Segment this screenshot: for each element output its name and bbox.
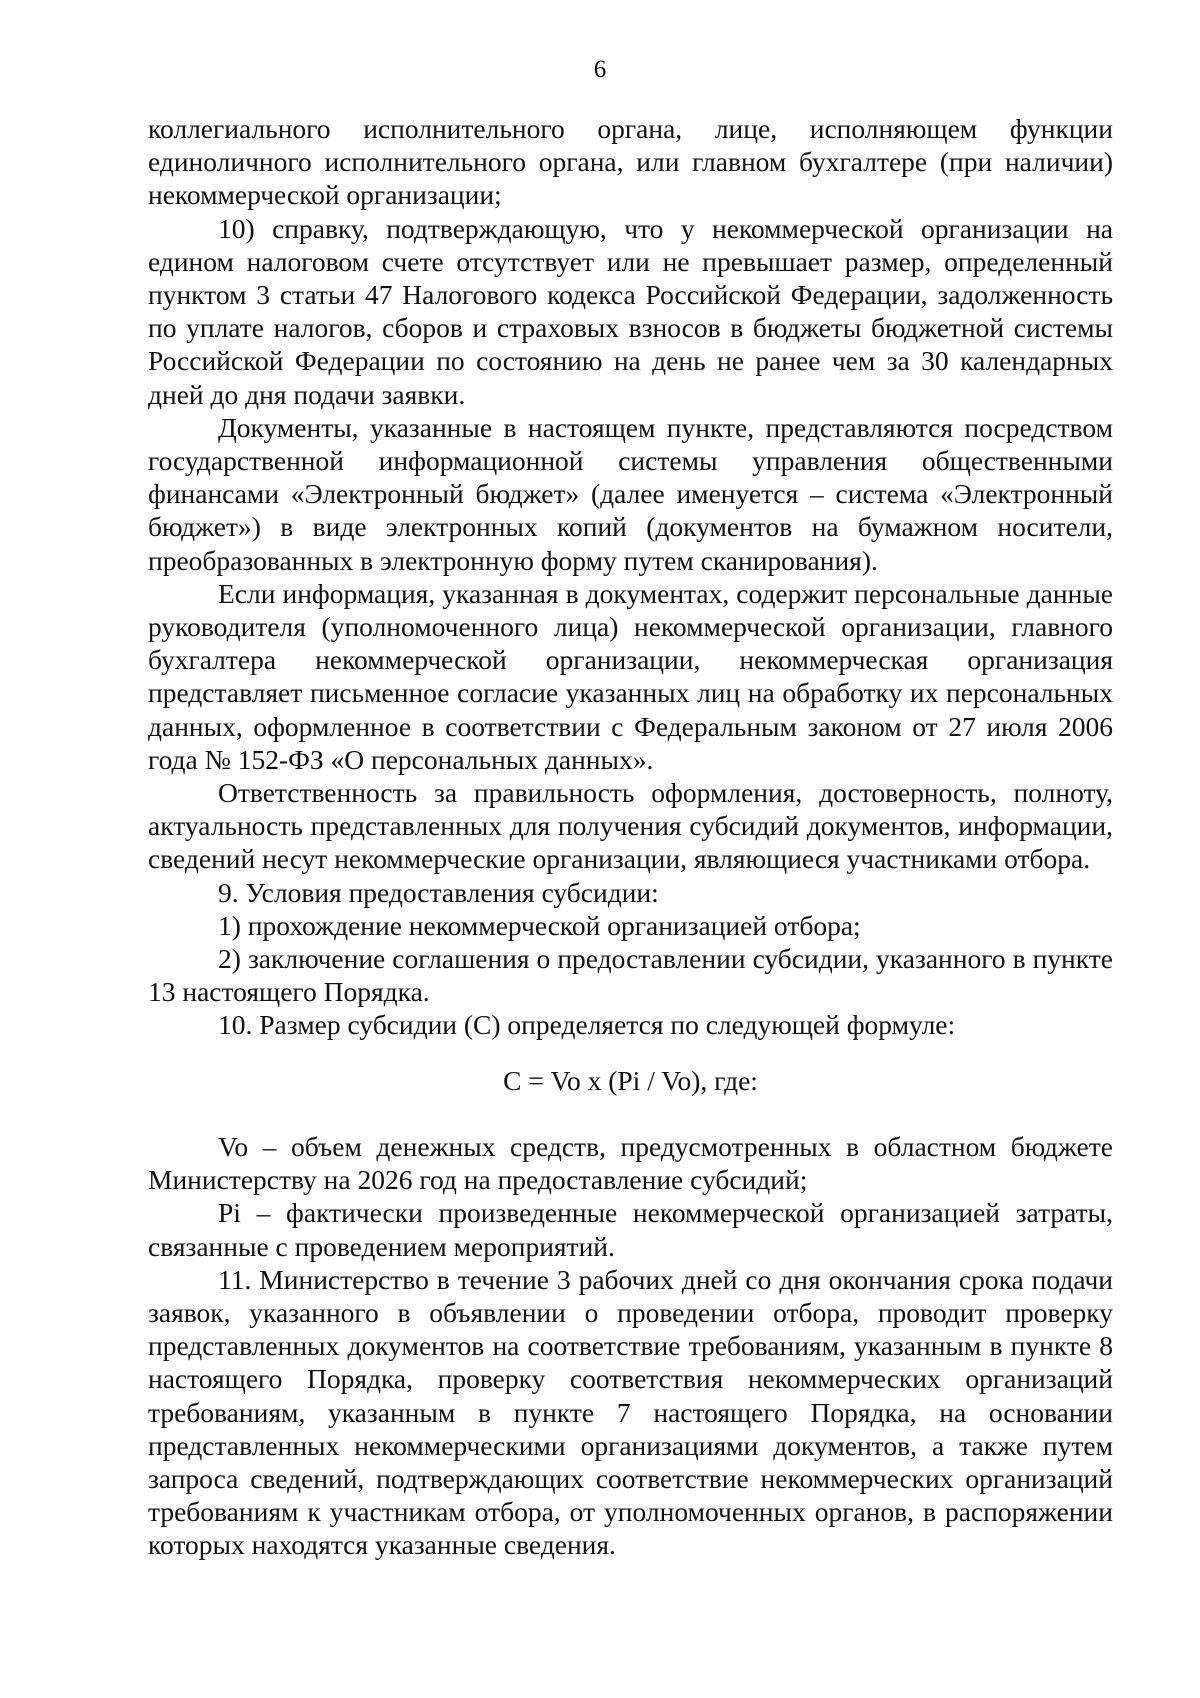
paragraph-pi-definition: Pi – фактически произведенные некоммерческой организацией затраты, связанные с проведением мероприятий. bbox=[148, 1197, 1113, 1262]
paragraph-condition-1: 1) прохождение некоммерческой организацией отбора; bbox=[218, 909, 861, 941]
paragraph-documents-submission: Документы, указанные в настоящем пункте, представляются посредством государственной информационной системы управления общественными финансами «Электронный бюджет» (далее именуется – система «Электронный бюджет») в виде электронных копий (документов на бумажном носители, преобразованных в электронную форму путем сканирования). bbox=[148, 411, 1113, 576]
paragraph-condition-2: 2) заключение соглашения о предоставлении субсидии, указанного в пункте 13 настоящего Порядка. bbox=[148, 943, 1113, 1008]
paragraph-section-10: 10. Размер субсидии (С) определяется по следующей формуле: bbox=[218, 1009, 956, 1041]
paragraph-continuation: коллегиального исполнительного органа, лице, исполняющем функции единоличного исполнительного органа, или главном бухгалтере (при наличии) некоммерческой организации; bbox=[148, 113, 1113, 211]
paragraph-section-11: 11. Министерство в течение 3 рабочих дней со дня окончания срока подачи заявок, указанного в объявлении о проведении отбора, проводит проверку представленных документов на соответствие требованиям, указанным в пункте 8 настоящего Порядка, проверку соответствия некоммерческих организаций требованиям, указанным в пункте 7 настоящего Порядка, на основании представленных некоммерческими организациями документов, а также путем запроса сведений, подтверждающих соответствие некоммерческих организаций требованиям к участникам отбора, от уполномоченных органов, в распоряжении которых находятся указанные сведения. bbox=[148, 1263, 1113, 1561]
paragraph-section-9: 9. Условия предоставления субсидии: bbox=[218, 876, 659, 908]
paragraph-item-10: 10) справку, подтверждающую, что у некоммерческой организации на едином налоговом счете отсутствует или не превышает размер, определенный пунктом 3 статьи 47 Налогового кодекса Российской Федерации, задолженность по уплате налогов, сборов и страховых взносов в бюджеты бюджетной системы Российской Федерации по состоянию на день не ранее чем за 30 календарных дней до дня подачи заявки. bbox=[148, 212, 1113, 410]
subsidy-formula: С = Vo x (Pi / Vo), где: bbox=[503, 1064, 758, 1096]
page-number: 6 bbox=[593, 56, 607, 83]
paragraph-personal-data: Если информация, указанная в документах, содержит персональные данные руководителя (уполномоченного лица) некоммерческой организации, главного бухгалтера некоммерческой организации, некоммерческая организация представляет письменное согласие указанных лиц на обработку их персональных данных, оформленное в соответствии с Федеральным законом от 27 июля 2006 года № 152-ФЗ «О персональных данных». bbox=[148, 577, 1113, 775]
document-body bbox=[148, 112, 1113, 1562]
paragraph-vo-definition: Vo – объем денежных средств, предусмотренных в областном бюджете Министерству на 2026 год на предоставление субсидий; bbox=[148, 1130, 1113, 1196]
paragraph-responsibility: Ответственность за правильность оформления, достоверность, полноту, актуальность представленных для получения субсидий документов, информации, сведений несут некоммерческие организации, являющиеся участниками отбора. bbox=[148, 777, 1113, 875]
